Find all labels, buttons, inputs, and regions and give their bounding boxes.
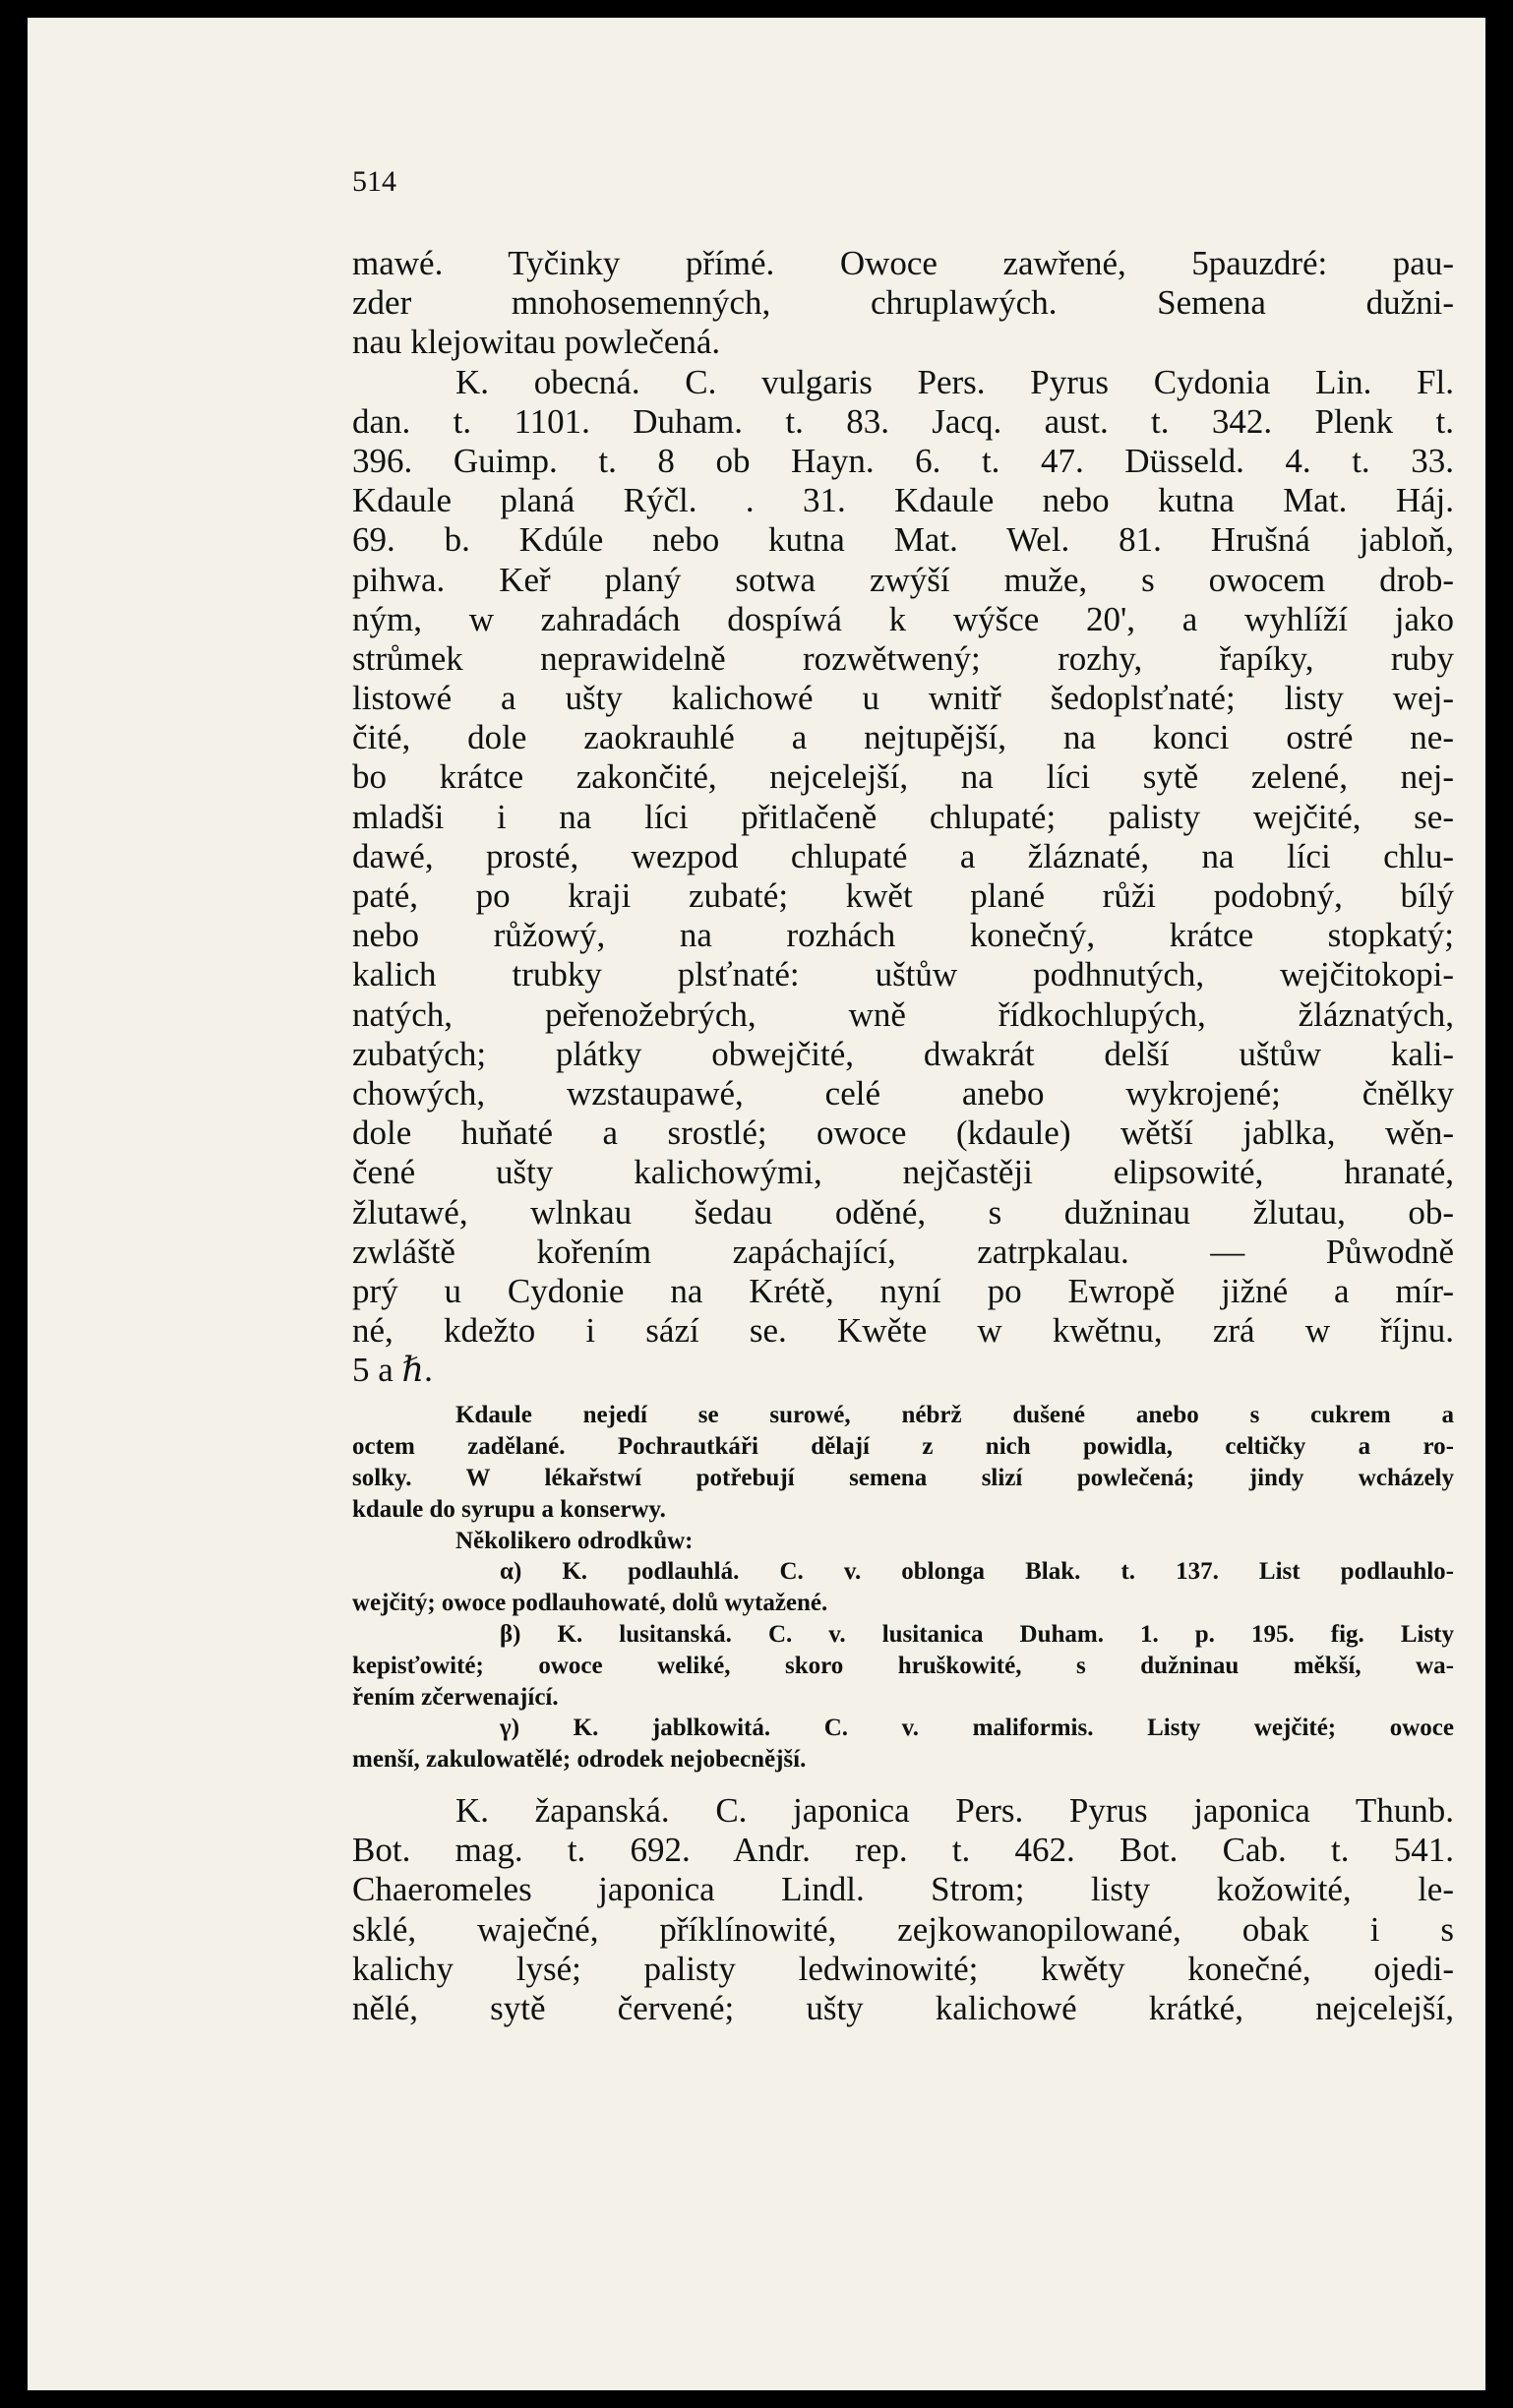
varieties-heading: Několikero odrodkůw:: [455, 1527, 694, 1554]
text-line: mladši i na líci přitlačeně chlupaté; palisty wejčité, se-: [352, 797, 1454, 836]
note-line: octem zadělané. Pochrautkáři dělají z nich powidla, celtičky a ro-: [352, 1433, 1454, 1461]
text-line: bo krátce zakončité, nejcelejší, na líci sytě zelené, nej-: [352, 757, 1454, 797]
text-line: sklé, waječné, příklínowité, zejkowanopilowané, obak i s: [352, 1909, 1454, 1949]
text-line: zwláště kořením zapáchající, zatrpkalau. — Půwodně: [352, 1232, 1454, 1271]
variety-beta-line: kepisťowité; owoce weliké, skoro hruškowité, s dužninau měkší, wa-: [352, 1652, 1454, 1679]
text-line: né, kdežto i sází se. Kwěte w kwětnu, zrá w říjnu.: [352, 1311, 1454, 1351]
note-line: Kdaule nejedí se surowé, nébrž dušené anebo s cukrem a: [455, 1402, 1454, 1429]
species-common-quince: [352, 363, 1454, 1391]
text-line: zubatých; plátky obwejčité, dwakrát delší uštůw kali-: [352, 1034, 1454, 1073]
text-line: natých, peřenožebrých, wně řídkochlupých, žláznatých,: [352, 994, 1454, 1034]
text-line: listowé a ušty kalichowé u wnitř šedoplsťnaté; listy wej-: [352, 679, 1454, 718]
text-line: prý u Cydonie na Krétě, nyní po Ewropě jižné a mír-: [352, 1271, 1454, 1310]
text-line: kalichy lysé; palisty ledwinowité; kwěty konečné, ojedi-: [352, 1949, 1454, 1988]
variety-beta-line: β) K. lusitanská. C. v. lusitanica Duham. 1. p. 195. fig. Listy: [500, 1621, 1454, 1649]
variety-gamma-line: menší, zakulowatělé; odrodek nejobecnější.: [352, 1746, 807, 1774]
text-line: čité, dole zaokrauhlé a nejtupější, na konci ostré ne-: [352, 718, 1454, 757]
species-japanese-quince: [352, 1791, 1454, 2028]
text-line: mawé. Tyčinky přímé. Owoce zawřené, 5pauzdré: pau-: [352, 244, 1454, 282]
text-line: strůmek neprawidelně rozwětwený; rozhy, řapíky, ruby: [352, 638, 1454, 678]
text-line: Chaeromeles japonica Lindl. Strom; listy kožowité, le-: [352, 1870, 1454, 1909]
text-line: žlutawé, wlnkau šedau oděné, s dužninau žlutau, ob-: [352, 1192, 1454, 1232]
text-line: dawé, prosté, wezpod chlupaté a žláznaté, na líci chlu-: [352, 836, 1454, 875]
text-line: zder mnohosemenných, chruplawých. Semena dužni-: [352, 283, 1454, 323]
usage-note: [352, 1400, 1454, 1776]
text-line: 69. b. Kdúle nebo kutna Mat. Wel. 81. Hrušná jabloň,: [352, 520, 1454, 560]
note-line: kdaule do syrupu a konserwy.: [352, 1495, 666, 1523]
text-line: Bot. mag. t. 692. Andr. rep. t. 462. Bot. Cab. t. 541.: [352, 1831, 1454, 1870]
text-line: nebo růžowý, na rozhách konečný, krátce stopkatý;: [352, 916, 1454, 955]
text-line: nau klejowitau powlečená.: [352, 323, 721, 362]
variety-beta-line: řením zčerwenající.: [352, 1683, 559, 1711]
text-line: 396. Guimp. t. 8 ob Hayn. 6. t. 47. Düsseld. 4. t. 33.: [352, 441, 1454, 480]
text-line: dan. t. 1101. Duham. t. 83. Jacq. aust. t. 342. Plenk t.: [352, 401, 1454, 441]
text-line: Kdaule planá Rýčl. . 31. Kdaule nebo kutna Mat. Háj.: [352, 481, 1454, 520]
text-block: [352, 244, 1454, 2028]
note-line: solky. W lékařstwí potřebují semena slizí powlečená; jindy wcházely: [352, 1465, 1454, 1492]
species-heading-line: K. obecná. C. vulgaris Pers. Pyrus Cydonia Lin. Fl.: [455, 362, 1454, 401]
text-line: paté, po kraji zubaté; kwět plané růži podobný, bílý: [352, 876, 1454, 915]
text-line: chowých, wzstaupawé, celé anebo wykrojené; čnělky: [352, 1073, 1454, 1113]
variety-alpha-line: wejčitý; owoce podlauhowaté, dolů wytažené.: [352, 1590, 828, 1617]
species-heading-line: K. žapanská. C. japonica Pers. Pyrus japonica Thunb.: [455, 1791, 1454, 1830]
page-number: 514: [352, 165, 396, 198]
text-line: čené ušty kalichowými, nejčastěji elipsowité, hranaté,: [352, 1153, 1454, 1192]
book-page: [28, 18, 1485, 2390]
lifeform-symbols-line: 5 a ℏ.: [352, 1351, 433, 1390]
variety-gamma-line: γ) K. jablkowitá. C. v. maliformis. Listy wejčité; owoce: [500, 1715, 1454, 1742]
text-line: dole huňaté a srostlé; owoce (kdaule) wětší jablka, wěn-: [352, 1114, 1454, 1153]
text-line: nělé, sytě červené; ušty kalichowé krátké, nejcelejší,: [352, 1988, 1454, 2027]
text-line: kalich trubky plsťnaté: uštůw podhnutých, wejčitokopi-: [352, 955, 1454, 994]
text-line: pihwa. Keř planý sotwa zwýší muže, s owocem drob-: [352, 560, 1454, 599]
variety-alpha-line: α) K. podlauhlá. C. v. oblonga Blak. t. 137. List podlauhlo-: [500, 1558, 1454, 1586]
text-line: ným, w zahradách dospíwá k wýšce 20', a wyhlíží jako: [352, 599, 1454, 638]
genus-description: [352, 244, 1454, 363]
